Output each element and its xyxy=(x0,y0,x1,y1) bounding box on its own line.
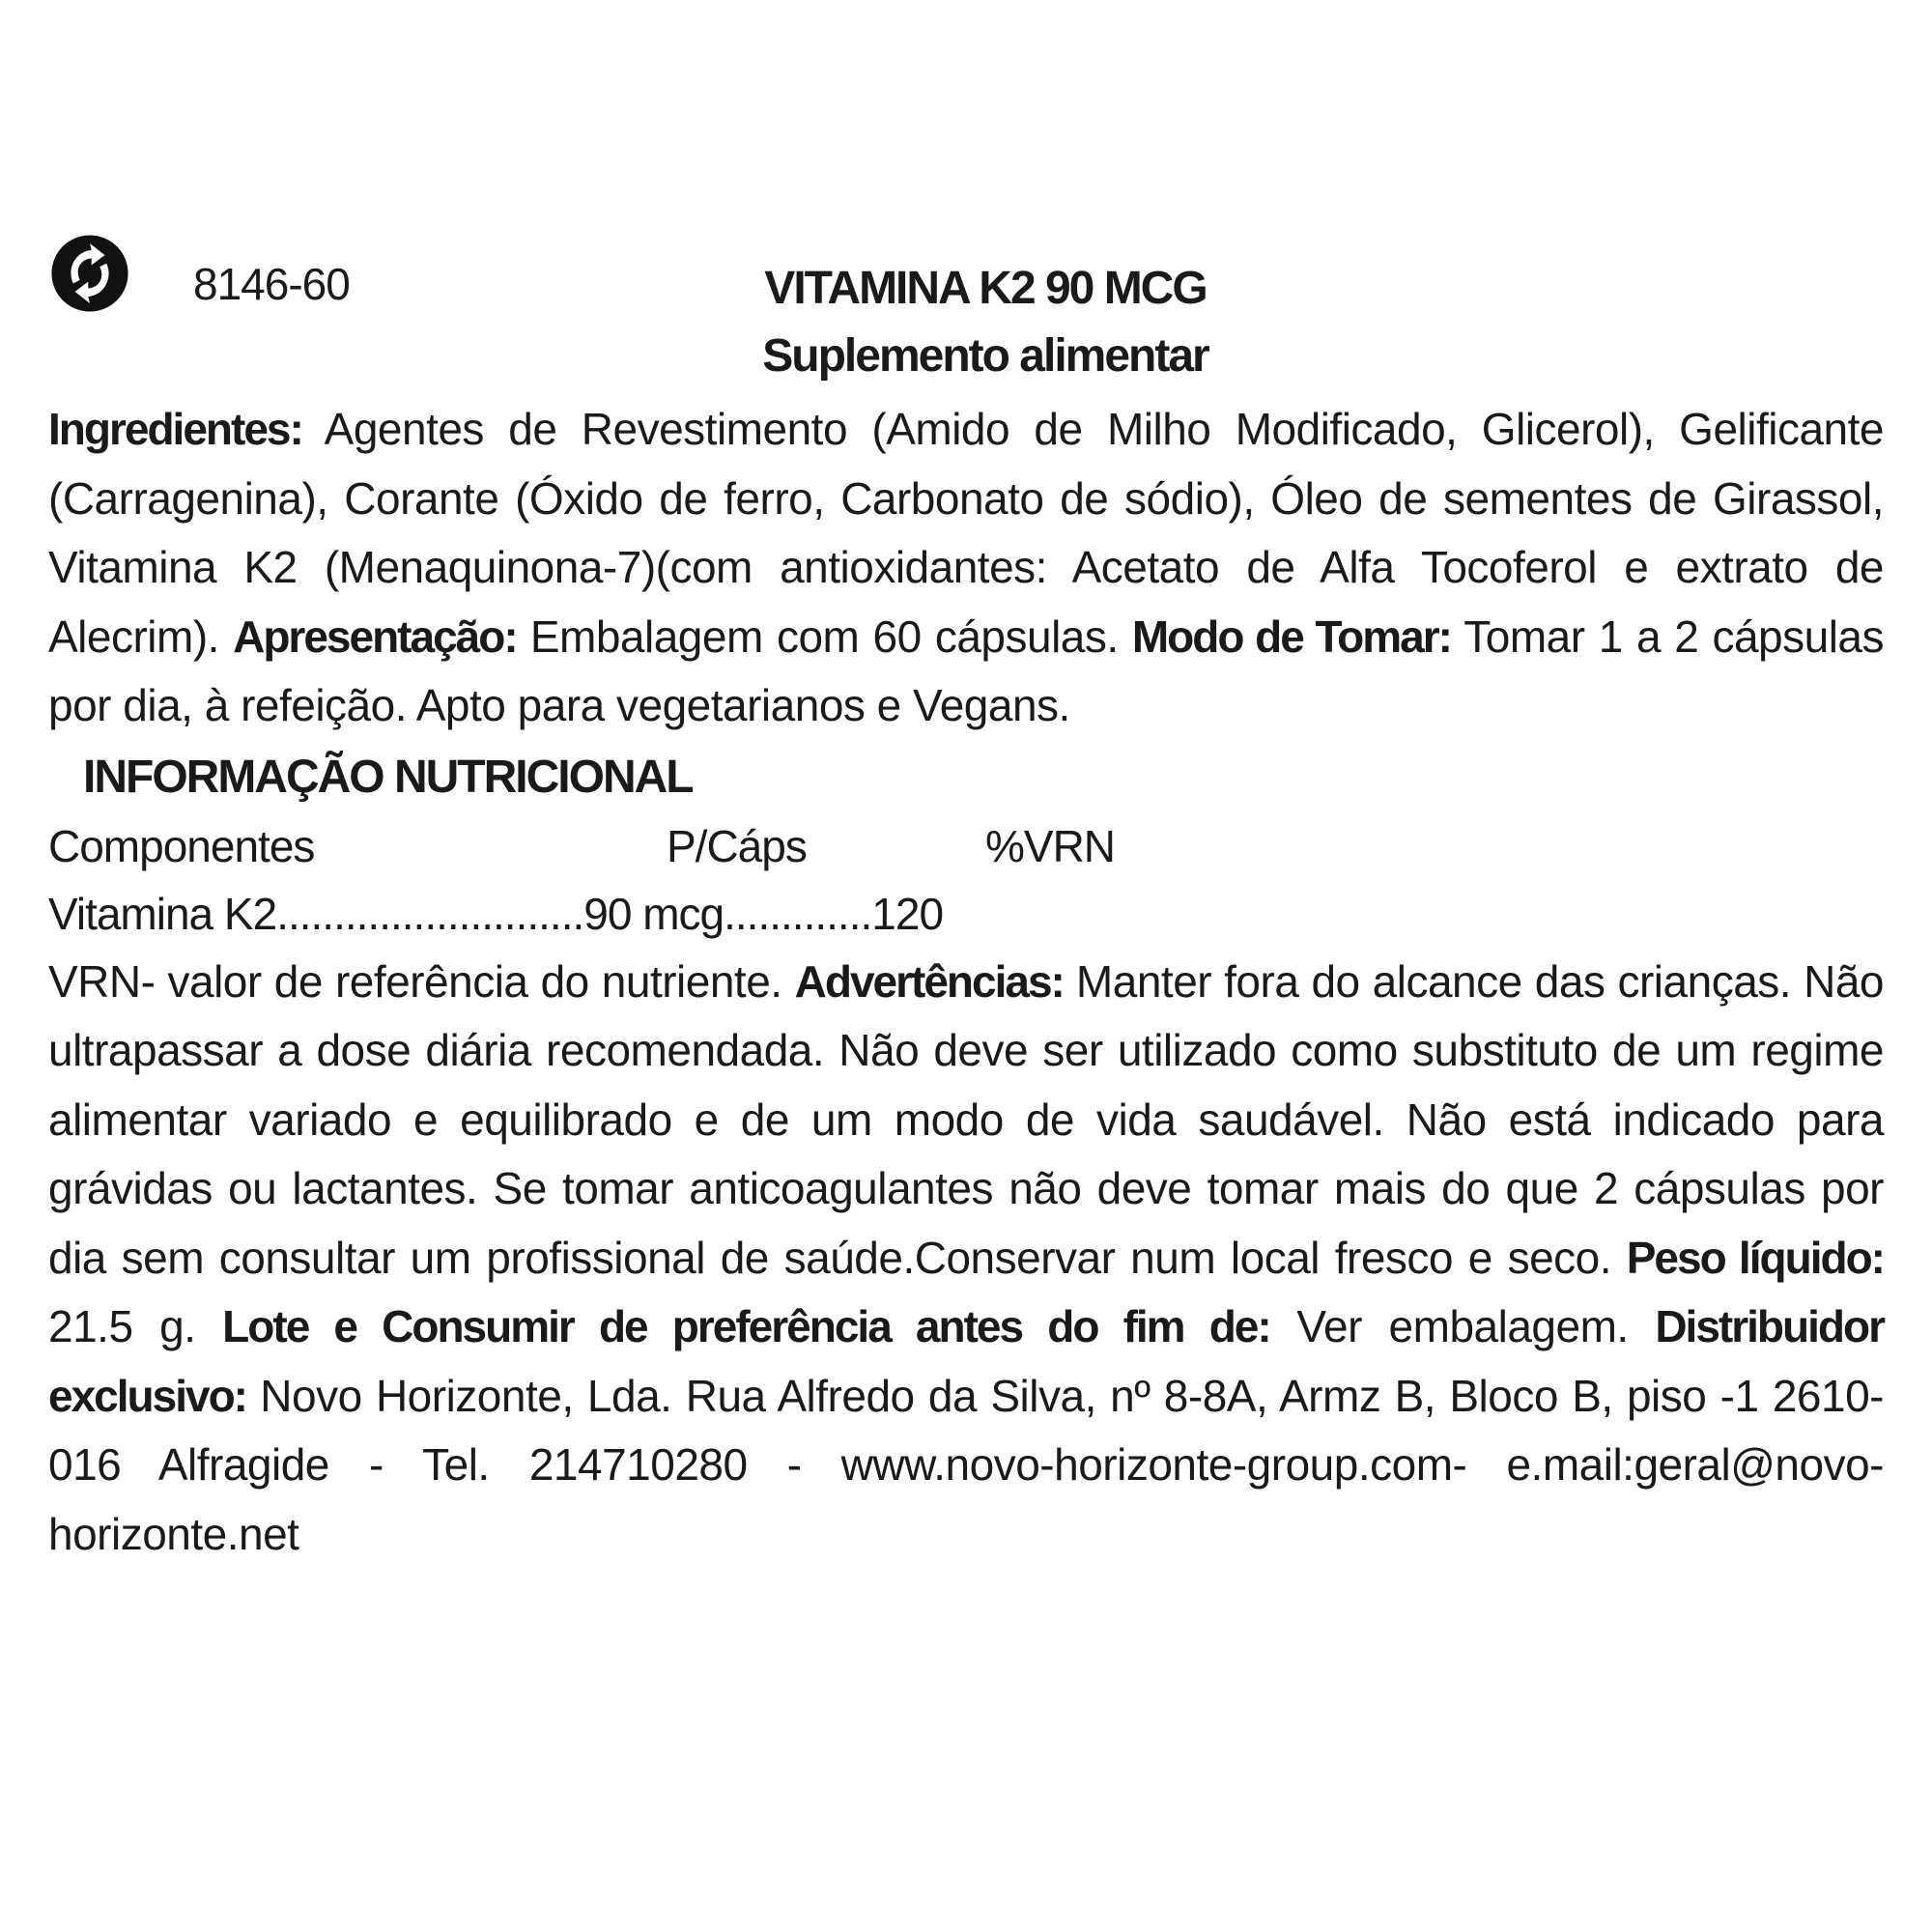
recycle-icon xyxy=(48,232,131,315)
distributor-label: Distribuidor exclusivo: xyxy=(48,1301,1884,1421)
distributor-text: Novo Horizonte, Lda. Rua Alfredo da Silva, nº 8-8A, Armz B, Bloco B, piso -1 2610-016 Alfragide - Tel. 214710280 - www.novo-horizonte-group.com- e.mail:geral@novo-horizonte.net xyxy=(48,1370,1884,1559)
product-code: 8146-60 xyxy=(193,259,350,309)
dosage-label: Modo de Tomar: xyxy=(1131,611,1451,662)
warnings-paragraph xyxy=(48,948,1884,1570)
column-header-vrn: %VRN xyxy=(985,820,1116,871)
warnings-label: Advertências: xyxy=(794,955,1064,1007)
ingredients-label: Ingredientes: xyxy=(48,404,302,454)
presentation-text: Embalagem com 60 cápsulas. xyxy=(516,611,1132,662)
warnings-text: Manter fora do alcance das crianças. Não ultrapassar a dose diária recomendada. Não deve ser utilizado como substituto de um regime alimentar variado e equilibrado e de um modo de vida saudável. Não está indicado para grávidas ou lactantes. Se tomar anticoagulantes não deve tomar mais do que 2 cápsulas por dia sem consultar um profissional de saúde.Conservar num local fresco e seco. xyxy=(48,955,1884,1283)
column-header-components: Componentes xyxy=(48,820,315,871)
lot-value: Ver embalagem. xyxy=(1269,1301,1656,1351)
leader-dots: ............. xyxy=(724,888,872,939)
product-label xyxy=(48,217,1884,1569)
ingredients-text: Agentes de Revestimento (Amido de Milho Modificado, Glicerol), Gelificante (Carragenina), Corante (Óxido de ferro, Carbonato de sódio), Óleo de sementes de Girassol, Vitamina K2 (Menaquinona-7)(com antioxidantes: Acetato de Alfa Tocoferol e extrato de Alecrim). xyxy=(48,404,1884,662)
column-header-per-capsule: P/Cáps xyxy=(667,820,807,871)
lot-label: Lote e Consumir de preferência antes do fim de: xyxy=(222,1301,1270,1351)
nutrition-header-row xyxy=(48,812,1884,880)
presentation-label: Apresentação: xyxy=(233,611,517,662)
vrn-value: 120 xyxy=(871,888,944,939)
nutrition-table xyxy=(48,812,1884,948)
net-weight-label: Peso líquido: xyxy=(1626,1232,1884,1283)
product-title: VITAMINA K2 90 MCG xyxy=(764,263,1207,314)
component-name: Vitamina K2 xyxy=(48,888,277,939)
nutrition-row xyxy=(48,880,1884,948)
product-subtitle: Suplemento alimentar xyxy=(762,330,1208,382)
ingredients-paragraph xyxy=(48,395,1884,741)
per-capsule-value: 90 mcg xyxy=(583,888,724,939)
vrn-note: VRN- valor de referência do nutriente. xyxy=(48,955,795,1007)
net-weight-value: 21.5 g. xyxy=(48,1301,223,1351)
dosage-text: Tomar 1 a 2 cápsulas por dia, à refeição. Apto para vegetarianos e Vegans. xyxy=(48,611,1884,730)
leader-dots: ........................... xyxy=(276,888,584,939)
title-block xyxy=(502,256,1468,391)
nutrition-title: INFORMAÇÃO NUTRICIONAL xyxy=(83,751,693,803)
label-header xyxy=(48,217,1884,382)
